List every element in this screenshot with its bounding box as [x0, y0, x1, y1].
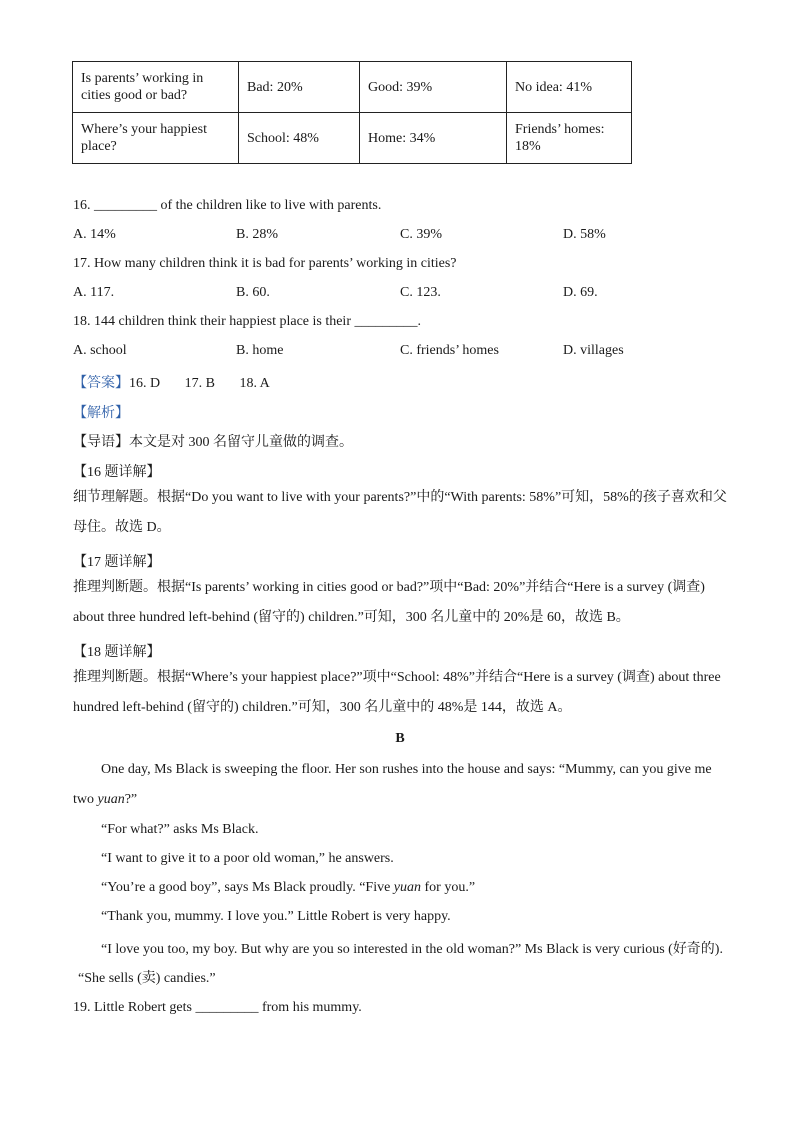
- question-16: 16. _________ of the children like to live with parents.: [73, 198, 382, 213]
- analysis-label: 【解析】: [73, 406, 129, 421]
- story-paragraph: “She sells (卖) candies.”: [78, 971, 216, 986]
- detail-16-body: 细节理解题。根据“Do you want to live with your parents?”中的“With parents: 58%”可知，58%的孩子喜欢和父母住。故选 D。: [73, 490, 727, 535]
- story-paragraph: “For what?” asks Ms Black.: [101, 822, 259, 837]
- survey-answer: Home: 34%: [360, 113, 507, 164]
- question-17: 17. How many children think it is bad for parents’ working in cities?: [73, 256, 457, 271]
- survey-question: Where’s your happiest place?: [73, 113, 239, 164]
- story-paragraph: “I want to give it to a poor old woman,” he answers.: [101, 851, 394, 866]
- option-16a: A. 14%: [73, 227, 116, 242]
- option-17a: A. 117.: [73, 285, 115, 300]
- survey-answer: School: 48%: [239, 113, 360, 164]
- option-18a: A. school: [73, 343, 127, 358]
- story-text: One day, Ms Black is sweeping the floor. Her son rushes into the house and says: “Mummy, can you give me two: [73, 762, 712, 807]
- survey-answer: Bad: 20%: [239, 62, 360, 113]
- question-19: 19. Little Robert gets _________ from his mummy.: [73, 1000, 362, 1015]
- option-17b: B. 60.: [236, 285, 270, 300]
- section-heading: B: [395, 731, 405, 746]
- detail-16-title: 【16 题详解】: [73, 465, 161, 480]
- story-text: “You’re a good boy”, says Ms Black proudly. “Five: [101, 880, 394, 895]
- survey-table: [72, 61, 632, 164]
- option-16b: B. 28%: [236, 227, 278, 242]
- detail-17-title: 【17 题详解】: [73, 555, 161, 570]
- option-17d: D. 69.: [563, 285, 598, 300]
- story-paragraph: “Thank you, mummy. I love you.” Little Robert is very happy.: [101, 909, 451, 924]
- story-text: for you.”: [421, 880, 476, 895]
- detail-18-title: 【18 题详解】: [73, 645, 161, 660]
- intro-line: 【导语】本文是对 300 名留守儿童做的调查。: [73, 435, 353, 450]
- answer-text: 16. D 17. B 18. A: [129, 376, 270, 391]
- option-16c: C. 39%: [400, 227, 442, 242]
- story-paragraph: “I love you too, my boy. But why are you so interested in the old woman?” Ms Black is very curious (好奇的).: [101, 942, 723, 957]
- story-paragraph: [101, 880, 475, 896]
- story-text: ?”: [124, 792, 138, 807]
- option-16d: D. 58%: [563, 227, 606, 242]
- answer-line: [73, 372, 270, 392]
- survey-answer: Friends’ homes: 18%: [507, 113, 632, 164]
- question-18: 18. 144 children think their happiest place is their _________.: [73, 314, 421, 329]
- detail-17-body: 推理判断题。根据“Is parents’ working in cities good or bad?”项中“Bad: 20%”并结合“Here is a survey (调查) about three hundred left-behind (留守的) children.”可知，300 名儿童中的 20%是 60，故选 B。: [73, 580, 705, 625]
- story-italic: yuan: [393, 880, 422, 895]
- option-17c: C. 123.: [400, 285, 441, 300]
- table-row: [73, 113, 632, 164]
- option-18b: B. home: [236, 343, 284, 358]
- option-18d: D. villages: [563, 343, 624, 358]
- survey-answer: No idea: 41%: [507, 62, 632, 113]
- survey-answer: Good: 39%: [360, 62, 507, 113]
- story-italic: yuan: [97, 792, 125, 807]
- story-paragraph: [73, 755, 733, 815]
- answer-label: 【答案】: [73, 376, 129, 391]
- table-row: [73, 62, 632, 113]
- option-18c: C. friends’ homes: [400, 343, 499, 358]
- survey-question: Is parents’ working in cities good or bad?: [73, 62, 239, 113]
- detail-18-body: 推理判断题。根据“Where’s your happiest place?”项中“School: 48%”并结合“Here is a survey (调查) about three hundred left-behind (留守的) children.”可知，300 名儿童中的 48%是 144，故选 A。: [73, 670, 721, 715]
